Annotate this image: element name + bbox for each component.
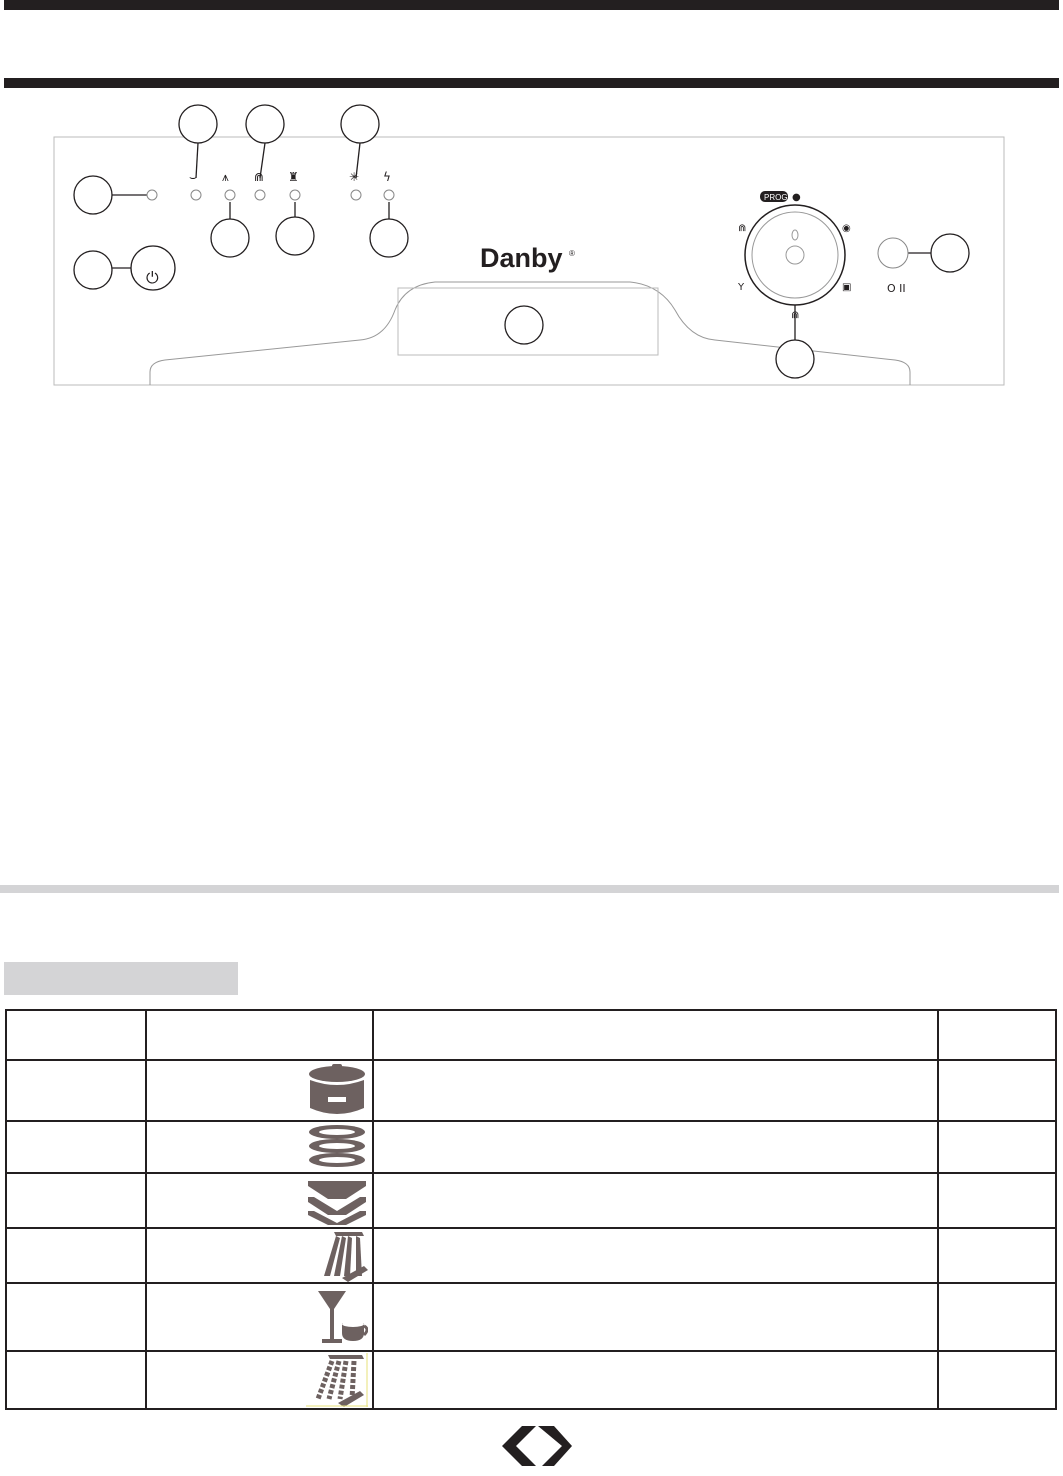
power-led [147, 190, 157, 200]
table-row [6, 1121, 1056, 1173]
section-tab [4, 962, 238, 995]
callout-circle [370, 219, 408, 257]
header-cell [146, 1010, 373, 1060]
value-cell [938, 1173, 1056, 1228]
bowls-icon [306, 1177, 368, 1225]
program-cell [6, 1060, 146, 1121]
rinse-dial-icon: ⋒ [791, 310, 800, 321]
program-icon-cell [146, 1060, 373, 1121]
value-cell [938, 1283, 1056, 1351]
header-cell [6, 1010, 146, 1060]
callout-circle [211, 219, 249, 257]
bowls-dial-icon: ▣ [842, 282, 852, 293]
program-icon-cell [146, 1121, 373, 1173]
value-cell [938, 1228, 1056, 1283]
program-table [5, 1009, 1057, 1410]
pot-dial-icon: ● [792, 192, 801, 203]
section-divider [0, 885, 1059, 893]
value-cell [938, 1351, 1056, 1409]
description-cell [373, 1121, 938, 1173]
table-row [6, 1228, 1056, 1283]
pot-icon [306, 1064, 368, 1118]
program-cell [6, 1121, 146, 1173]
power-icon: ⏻ [146, 268, 159, 287]
description-cell [373, 1228, 938, 1283]
indicator-led [384, 190, 394, 200]
description-cell [373, 1351, 938, 1409]
start-pause-icon: O II [887, 282, 906, 295]
callout-circle [179, 105, 217, 143]
wineglass-cup-icon [312, 1289, 368, 1345]
header-cell [373, 1010, 938, 1060]
dry-icon: ϟ [383, 170, 391, 184]
indicator-led [191, 190, 201, 200]
callout-circle [74, 176, 112, 214]
glasses-icon [312, 1230, 368, 1282]
brand-logo: Danby [480, 243, 563, 273]
pot-indicator-icon: ♜ [288, 170, 299, 184]
table-row [6, 1283, 1056, 1351]
rinse-icon [306, 1353, 368, 1407]
sparkle-icon: ✳ [349, 170, 360, 184]
prog-label: PROG [764, 193, 788, 202]
control-panel-diagram [0, 90, 1063, 400]
value-cell [938, 1121, 1056, 1173]
top-rule [4, 0, 1059, 10]
indicator-led [225, 190, 235, 200]
description-cell [373, 1060, 938, 1121]
indicator-led [255, 190, 265, 200]
glass-icon: ⋒ [254, 170, 265, 184]
callout-circle [505, 306, 543, 344]
indicator-led [351, 190, 361, 200]
callout-circle [74, 251, 112, 289]
description-cell [373, 1283, 938, 1351]
program-icon-cell [146, 1283, 373, 1351]
program-icon-cell [146, 1351, 373, 1409]
plates-icon [306, 1124, 368, 1170]
program-cell [6, 1173, 146, 1228]
salt-refill-icon: ⌣ [189, 170, 197, 184]
indicator-led [290, 190, 300, 200]
start-pause-button[interactable] [878, 238, 908, 268]
wineglass-dial-icon: Y [738, 282, 745, 293]
value-cell [938, 1060, 1056, 1121]
table-row [6, 1351, 1056, 1409]
callout-circle [776, 340, 814, 378]
callout-circle [246, 105, 284, 143]
callout-circle [931, 234, 969, 272]
header-rule [4, 78, 1059, 88]
footer-logo [496, 1420, 576, 1472]
callout-circle [341, 105, 379, 143]
program-icon-cell [146, 1228, 373, 1283]
program-icon-cell [146, 1173, 373, 1228]
brand-registered-mark: ® [569, 249, 575, 258]
program-dial-ring [745, 205, 845, 305]
plates-dial-icon: ◉ [842, 223, 851, 234]
callout-circle [276, 217, 314, 255]
rinse-aid-icon: ⩚ [222, 170, 229, 184]
table-header-row [6, 1010, 1056, 1060]
program-cell [6, 1228, 146, 1283]
table-row [6, 1060, 1056, 1121]
description-cell [373, 1173, 938, 1228]
table-row [6, 1173, 1056, 1228]
program-cell [6, 1351, 146, 1409]
program-cell [6, 1283, 146, 1351]
header-cell [938, 1010, 1056, 1060]
glass-dial-icon: ⋒ [738, 223, 747, 234]
